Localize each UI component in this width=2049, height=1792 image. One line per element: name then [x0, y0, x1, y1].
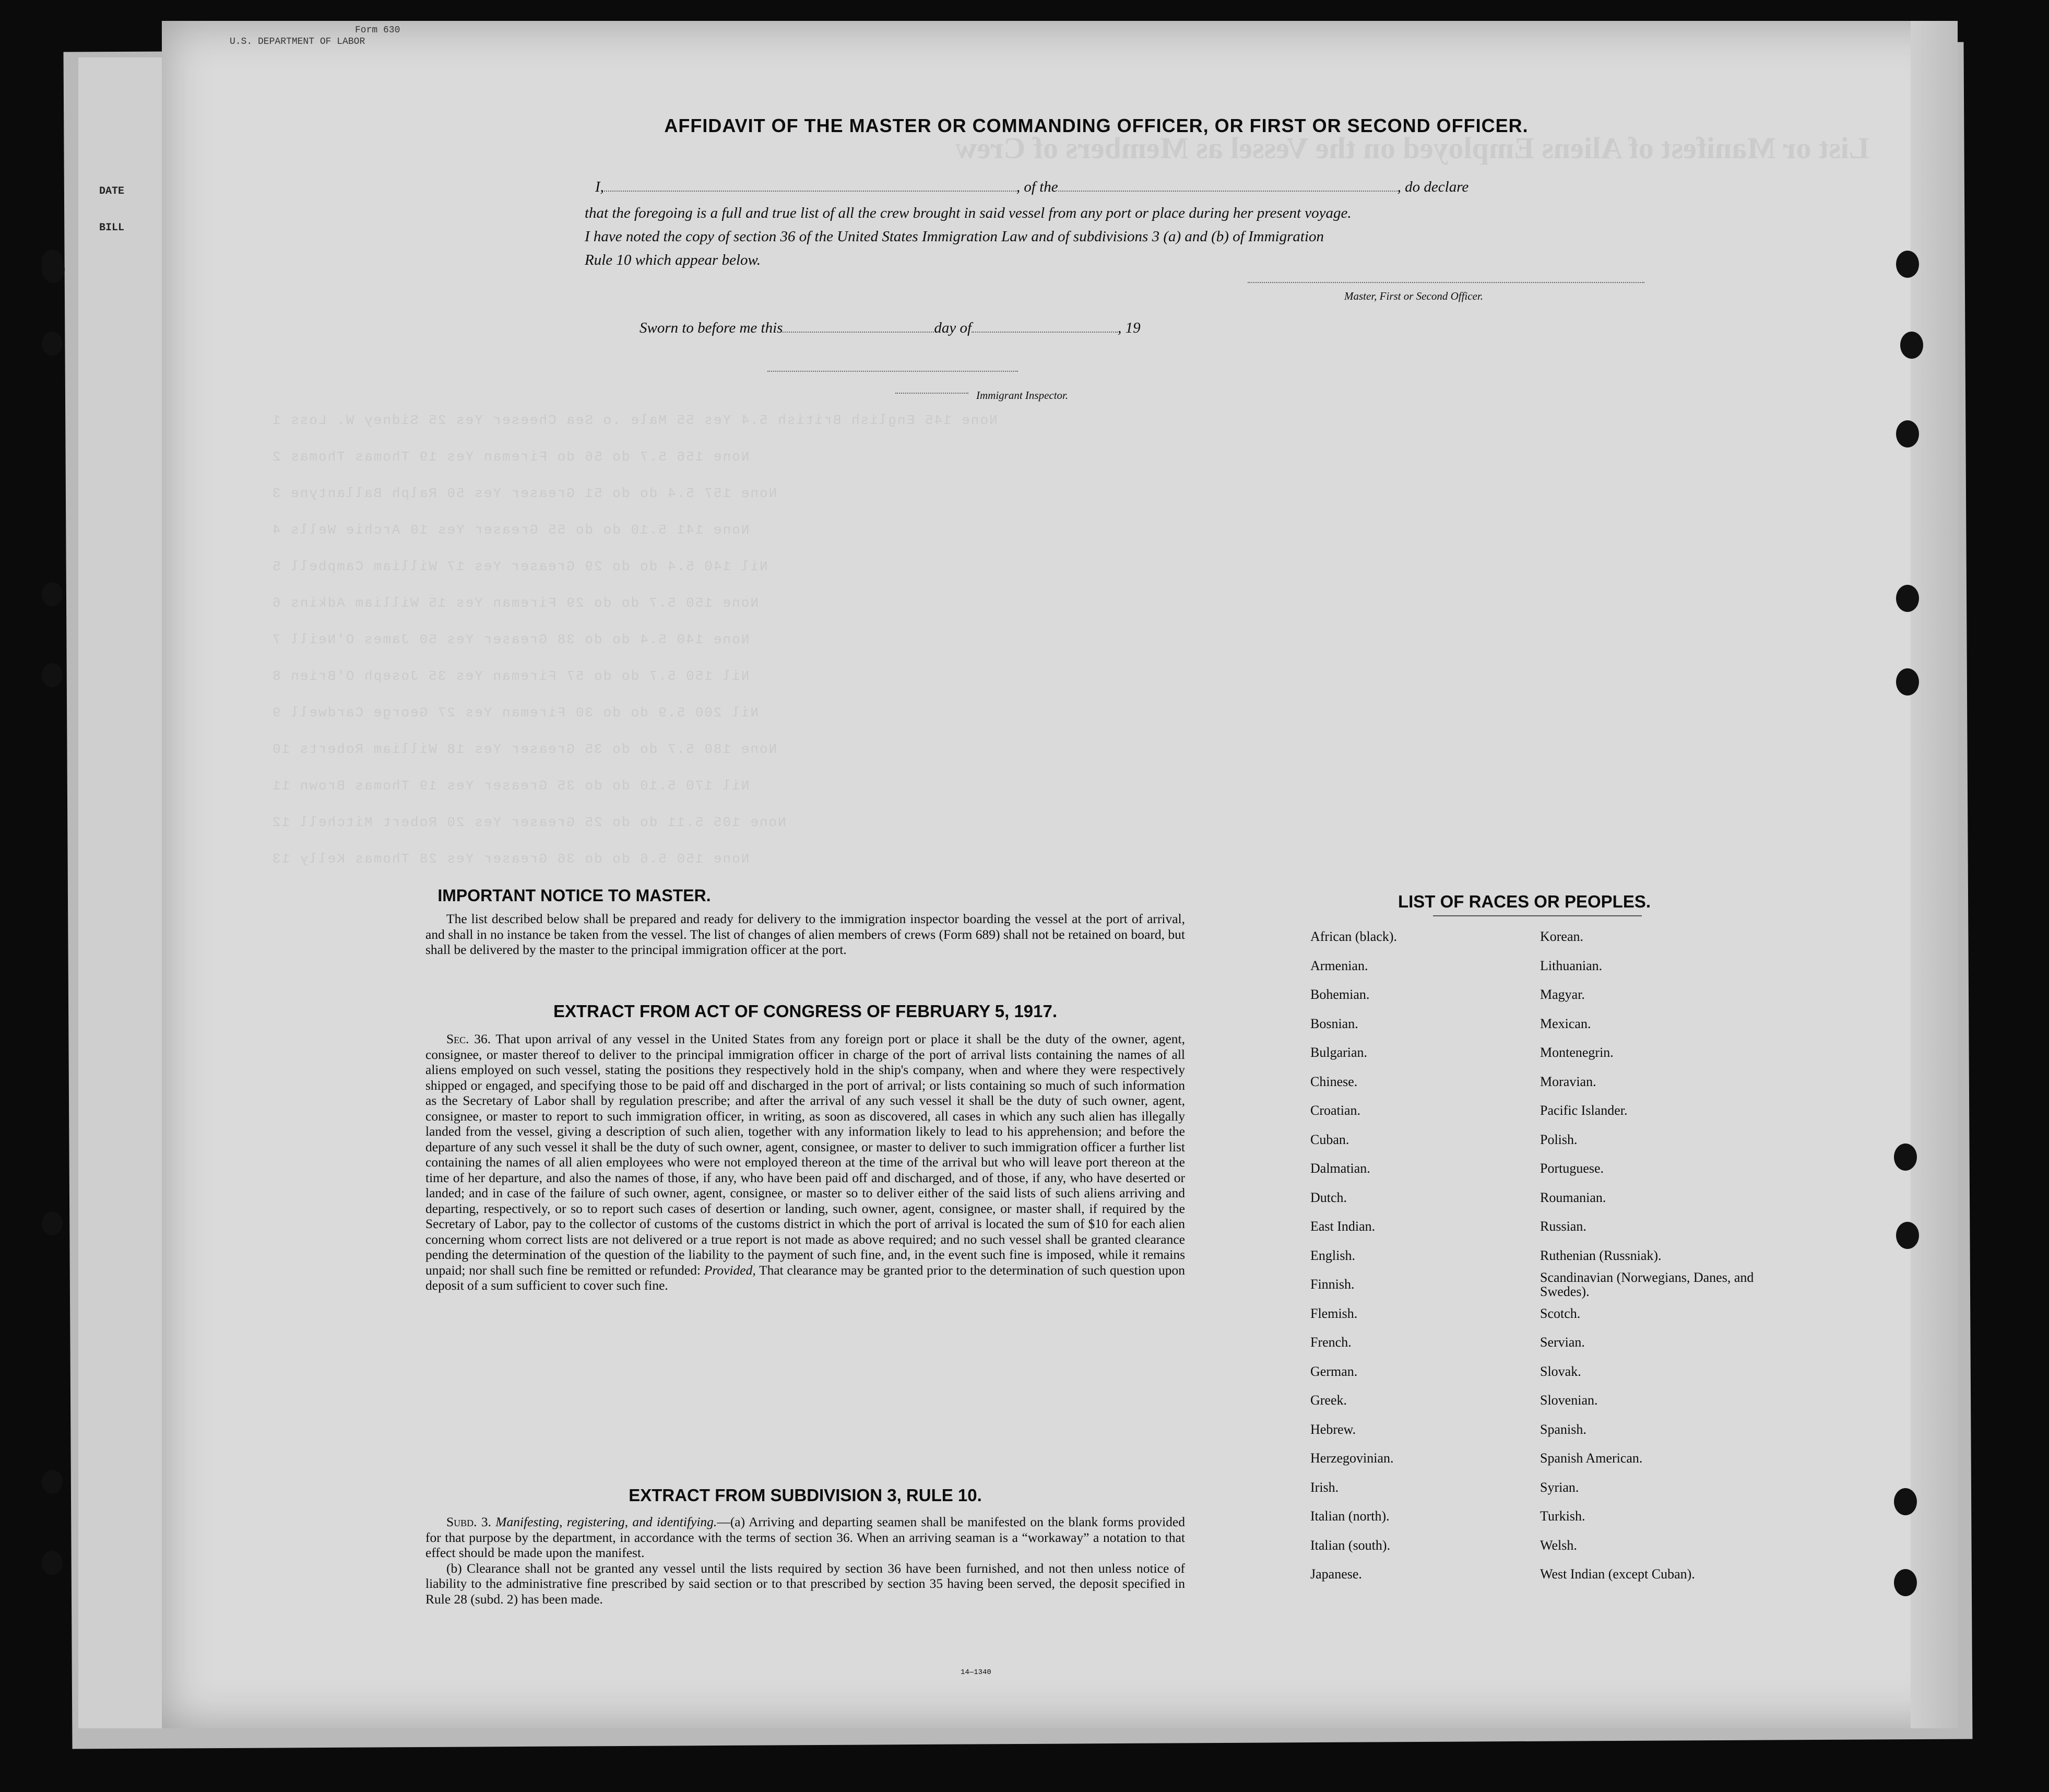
race-item: Cuban. — [1310, 1131, 1349, 1147]
binder-hole — [42, 582, 63, 606]
affidavit-line-4: Rule 10 which appear below. — [585, 252, 761, 268]
race-item: Dutch. — [1310, 1189, 1347, 1205]
binder-hole — [1894, 1488, 1917, 1515]
race-item: Armenian. — [1310, 958, 1368, 973]
subd-text-a: —(a) Arriving and departing seamen shall be manifested on the blank forms provided for that purpose by the department, in accordance with the terms of section 36. When an arriving seaman is a “workaway” a notation to that effect should be made upon the manifest. — [425, 1514, 1185, 1560]
day-of-text: day of — [934, 320, 972, 336]
binder-hole — [1894, 1569, 1917, 1596]
inspector-caption: Immigrant Inspector. — [976, 389, 1069, 402]
race-item: Croatian. — [1310, 1103, 1361, 1118]
bleed-through-row: None 150 5.6 do do 36 Greaser Yes 28 Thomas Kelly 13 — [271, 851, 750, 867]
race-item: Syrian. — [1540, 1479, 1579, 1495]
section-label: Sec. 36. — [446, 1031, 491, 1046]
binder-hole — [42, 332, 63, 356]
bleed-through-row: None 150 5.7 do do 29 Fireman Yes 15 William Adkins 6 — [271, 595, 759, 611]
extract-rule-paragraph — [425, 1514, 1185, 1607]
binder-hole — [1896, 420, 1919, 447]
sworn-line — [639, 320, 1141, 337]
race-item: Polish. — [1540, 1131, 1578, 1147]
rule-subd-b: (b) Clearance shall not be granted any vessel until the lists required by section 36 have been furnished, and not then unless notice of liability to the administrative fine prescribed by said section or to that prescribed by section 35 having been served, the deposit specified in Rule 28 (subd. 2) has been made. — [425, 1560, 1185, 1607]
affidavit-title: AFFIDAVIT OF THE MASTER OR COMMANDING OFFICER, OR FIRST OR SECOND OFFICER. — [664, 115, 1529, 136]
left-page-strip — [78, 57, 162, 1728]
affidavit-line-2: that the foregoing is a full and true list of all the crew brought in said vessel from any port or place during her present voyage. — [585, 205, 1352, 221]
year-text: , 19 — [1118, 320, 1141, 336]
race-item: Mexican. — [1540, 1016, 1591, 1031]
sworn-day-blank — [783, 332, 934, 333]
race-item: Italian (south). — [1310, 1537, 1391, 1553]
inspector-signature-line — [767, 371, 1018, 372]
race-item: Magyar. — [1540, 987, 1585, 1002]
vessel-blank — [1058, 191, 1397, 192]
race-item: Korean. — [1540, 929, 1584, 944]
bleed-through-row: None 105 5.11 do do 25 Greaser Yes 20 Robert Mitchell 12 — [271, 815, 786, 830]
section-text: That upon arrival of any vessel in the United States from any foreign port or place it shall be the duty of the owner, agent, consignee, or master thereof to deliver to the principal immigration officer in charge of the port of arrival lists containing the names of all aliens employed on such vessel, stating the positions they respectively hold in the ship's company, when and where they were respectively shipped or engaged, and specifying those to be paid off and discharged in the port of arrival; or lists containing so much of such information as the Secretary of Labor shall by regulation prescribe; and after the arrival of any such vessel it shall be the duty of such owner, agent, consignee, or master to report to such immigration officer, in writing, as soon as discovered, all cases in which any such alien has illegally landed from the vessel, giving a description of such alien, together with any information likely to lead to his apprehension; and before the departure of any such vessel it shall be the duty of such owner, agent, consignee, or master to deliver to such immigration officer a further list containing the names of all alien employees who were not employed thereon at the time of the arrival but who will leave port thereon at the time of her departure, and also the names of those, if any, who have been paid off and discharged, and of those, if any, who have deserted or landed; and in case of the failure of such owner, agent, consignee, or master so to deliver either of the said lists of such aliens arriving and departing, respectively, or so to report such cases of desertion or landing, such owner, agent, consignee, or master shall, if required by the Secretary of Labor, pay to the collector of customs of the customs district in which the port of arrival is located the sum of $10 for each alien concerning whom correct lists are not delivered or a true report is not made as above required; and no such vessel shall be granted clearance pending the determination of the question of the liability to the payment of such fine, and, in the event such fine is imposed, while it remains unpaid; nor shall such fine be remitted or refunded: — [425, 1031, 1185, 1278]
race-item: Russian. — [1540, 1219, 1586, 1234]
race-item: English. — [1310, 1247, 1355, 1263]
binder-hole — [42, 1551, 63, 1575]
name-blank — [604, 191, 1016, 192]
left-strip-text-2: BILL — [99, 222, 125, 234]
race-item: Ruthenian (Russniak). — [1540, 1247, 1662, 1263]
notice-title: IMPORTANT NOTICE TO MASTER. — [437, 886, 711, 905]
race-item: Turkish. — [1540, 1508, 1585, 1524]
affidavit-line-3: I have noted the copy of section 36 of the United States Immigration Law and of subdivisions 3 (a) and (b) of Immigration — [585, 228, 1324, 245]
race-item: African (black). — [1310, 929, 1397, 944]
bleed-through-row: Nil 140 5.4 do do 29 Greaser Yes 17 William Campbell 5 — [271, 559, 768, 574]
race-item: West Indian (except Cuban). — [1540, 1566, 1695, 1582]
proviso-word: Provided, — [704, 1262, 756, 1278]
race-item: Scandinavian (Norwegians, Danes, and Swedes). — [1540, 1270, 1754, 1299]
race-item: Scotch. — [1540, 1305, 1581, 1321]
extract-act-title: EXTRACT FROM ACT OF CONGRESS OF FEBRUARY 5, 1917. — [553, 1001, 1058, 1021]
subd-heading: Manifesting, registering, and identifying. — [495, 1514, 717, 1529]
left-strip-text-1: DATE — [99, 185, 125, 197]
notice-paragraph — [425, 911, 1185, 958]
races-title: LIST OF RACES OR PEOPLES. — [1397, 892, 1651, 911]
race-item: Lithuanian. — [1540, 958, 1603, 973]
bleed-through-row: Nil 170 5.10 do do 35 Greaser Yes 19 Thomas Brown 11 — [271, 778, 750, 794]
bleed-through-row: None 141 5.10 do do 55 Greaser Yes 10 Archie Wells 4 — [271, 522, 750, 538]
race-item: Welsh. — [1540, 1537, 1577, 1553]
race-item: Spanish. — [1540, 1421, 1586, 1437]
form-number: Form 630 — [355, 25, 400, 36]
race-item: Greek. — [1310, 1393, 1347, 1408]
binder-hole — [1896, 1222, 1919, 1249]
race-item: Moravian. — [1540, 1074, 1596, 1089]
binder-hole — [1896, 668, 1919, 695]
rule-subd-a — [425, 1514, 1185, 1561]
race-item: Chinese. — [1310, 1074, 1358, 1089]
subd-label: Subd. 3. — [446, 1514, 491, 1529]
race-item: Portuguese. — [1540, 1161, 1604, 1176]
race-item: French. — [1310, 1335, 1352, 1350]
bleed-through-row: Nil 150 5.7 do do 57 Fireman Yes 35 Joseph O'Brien 8 — [271, 668, 750, 684]
race-item: Roumanian. — [1540, 1189, 1606, 1205]
binder-hole — [1896, 585, 1919, 612]
extract-act-body — [425, 1031, 1185, 1293]
race-item: Servian. — [1540, 1335, 1585, 1350]
race-item: Pacific Islander. — [1540, 1103, 1628, 1118]
notice-text: The list described below shall be prepared and ready for delivery to the immigration inspector boarding the vessel at the port of arrival, and shall in no instance be taken from the vessel. The list of changes of alien members of crews (Form 689) shall not be retained on board, but shall be delivered by the master to the principal immigration officer at the port. — [425, 911, 1185, 957]
affidavit-declare: , do declare — [1397, 179, 1469, 195]
binder-hole — [42, 1470, 63, 1494]
race-item: German. — [1310, 1363, 1358, 1379]
race-item: Herzegovinian. — [1310, 1451, 1394, 1466]
race-item: Slovenian. — [1540, 1393, 1598, 1408]
race-item: Japanese. — [1310, 1566, 1362, 1582]
affidavit-line-1 — [595, 179, 1468, 196]
proviso-text: That clearance may be granted prior to the determination of such question upon deposit of a sum sufficient to cover such fine. — [425, 1262, 1186, 1293]
race-item: Italian (north). — [1310, 1508, 1390, 1524]
page-edge-strip — [1911, 21, 1958, 1728]
race-item: East Indian. — [1310, 1219, 1376, 1234]
master-caption: Master, First or Second Officer. — [1344, 290, 1483, 302]
race-item: Finnish. — [1310, 1277, 1355, 1292]
binder-hole — [42, 1211, 63, 1235]
bleed-through-row: Nil 200 5.9 do do 30 Fireman Yes 27 George Cardwell 9 — [271, 705, 759, 721]
bleed-through-row: None 140 5.4 do do 38 Greaser Yes 50 James O'Neill 7 — [271, 632, 750, 647]
sworn-text: Sworn to before me this — [639, 320, 783, 336]
race-item: Flemish. — [1310, 1305, 1358, 1321]
binder-hole — [1896, 251, 1919, 278]
bleed-through-row: None 156 5.7 do 56 do Fireman Yes 19 Thomas Thomas 2 — [271, 449, 750, 465]
department-label: U.S. DEPARTMENT OF LABOR — [230, 37, 365, 47]
form-code: 14—1340 — [961, 1668, 991, 1677]
race-item: Dalmatian. — [1310, 1161, 1370, 1176]
race-item: Bulgarian. — [1310, 1045, 1368, 1060]
master-signature-line — [1248, 282, 1644, 283]
race-item: Bohemian. — [1310, 987, 1370, 1002]
bleed-through-row: None 180 5.7 do do 35 Greaser Yes 18 William Roberts 10 — [271, 741, 777, 757]
bleed-through-row: None 145 English British 5.4 Yes 55 Male .o Sea Cheeser Yes 25 Sidney W. Loss 1 — [271, 412, 998, 428]
race-item: Hebrew. — [1310, 1421, 1356, 1437]
binder-hole — [1894, 1143, 1917, 1171]
race-item: Spanish American. — [1540, 1451, 1643, 1466]
binder-hole — [42, 663, 63, 687]
binder-hole — [1900, 332, 1923, 359]
binder-hole — [42, 250, 63, 274]
affidavit-i: I, — [595, 179, 604, 195]
bleed-through-row: None 157 5.4 do do 51 Greaser Yes 50 Ralph Ballantyne 3 — [271, 486, 777, 501]
extract-act-paragraph — [425, 1031, 1185, 1293]
race-item: Montenegrin. — [1540, 1045, 1614, 1060]
race-item: Bosnian. — [1310, 1016, 1358, 1031]
bleed-through-title: List or Manifest of Aliens Employed on the Vessel as Members of Crew — [955, 131, 1869, 165]
sworn-month-blank — [972, 332, 1118, 333]
race-item: Slovak. — [1540, 1363, 1581, 1379]
inspector-dots — [895, 393, 968, 394]
extract-rule-title: EXTRACT FROM SUBDIVISION 3, RULE 10. — [629, 1486, 982, 1505]
race-item: Irish. — [1310, 1479, 1339, 1495]
races-title-rule — [1433, 915, 1642, 916]
manifest-page — [162, 21, 1958, 1728]
affidavit-of-the: , of the — [1016, 179, 1058, 195]
